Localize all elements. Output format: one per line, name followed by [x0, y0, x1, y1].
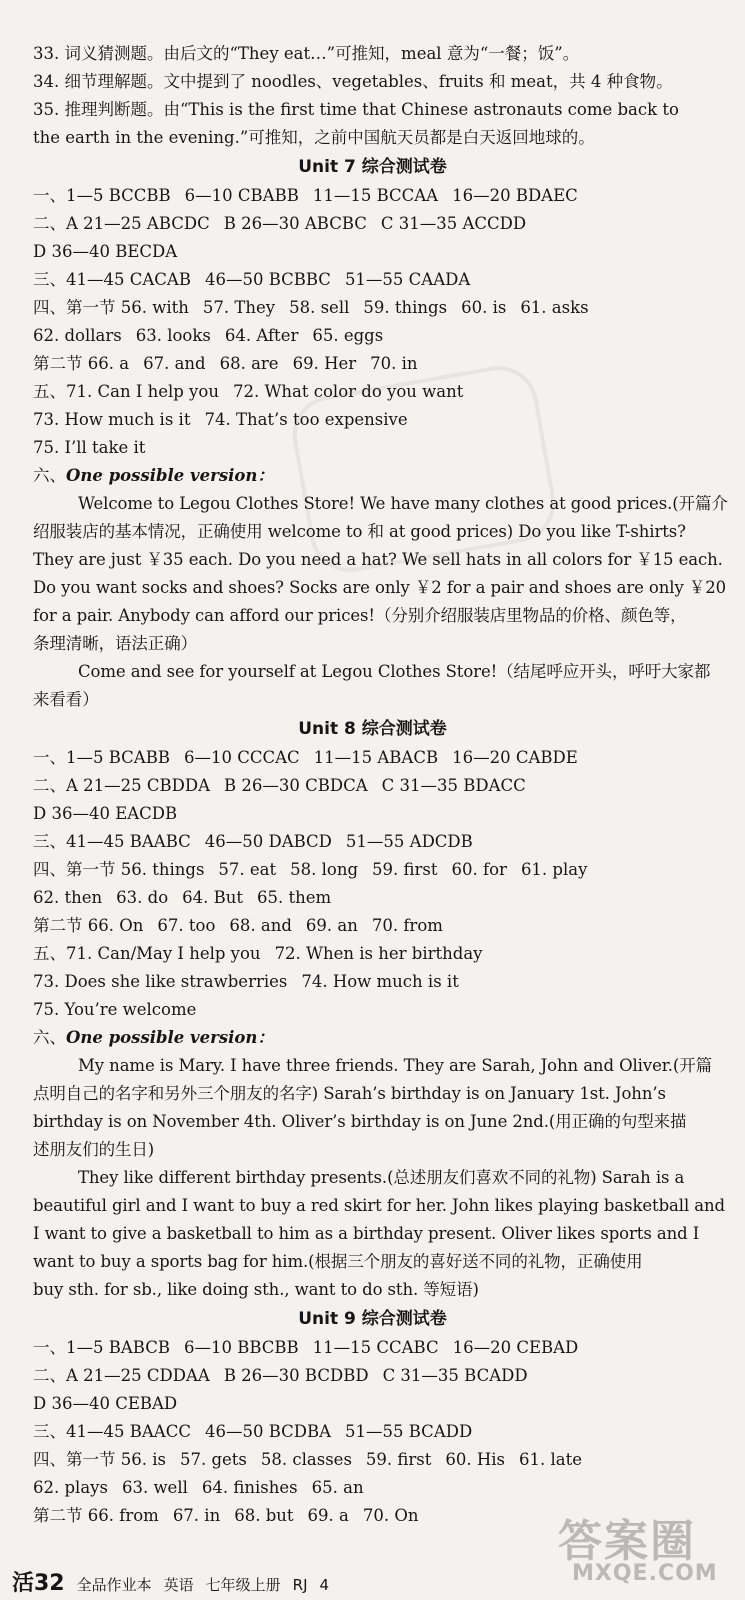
unit8-row-10: 75. You’re welcome	[33, 1000, 197, 1019]
unit7-row-6: 62. dollars 63. looks 64. After 65. eggs	[33, 326, 384, 345]
essay-line: beautiful girl and I want to buy a red skirt for her. John likes playing basketball and	[33, 1196, 726, 1215]
unit7-row-1: 一、1—5 BCCBB 6—10 CBABB 11—15 BCCAA 16—20 BDAEC	[33, 186, 578, 205]
unit9-title: Unit 9 综合测试卷	[298, 1309, 447, 1329]
item-35-cont: the earth in the evening.”可推知，之前中国航天员都是白天返回地球的。	[33, 128, 595, 147]
unit8-row-2: 二、A 21—25 CBDDA B 26—30 CBDCA C 31—35 BDACC	[33, 776, 526, 795]
essay-line: buy sth. for sb., like doing sth., want to do sth. 等短语)	[33, 1280, 479, 1299]
essay-line: I want to give a basketball to him as a birthday present. Oliver likes sports and I	[33, 1224, 700, 1243]
unit7-row-7: 第二节 66. a 67. and 68. are 69. Her 70. in	[33, 354, 418, 373]
unit7-row-2: 二、A 21—25 ABCDC B 26—30 ABCBC C 31—35 ACCDD	[33, 214, 527, 233]
unit7-title: Unit 7 综合测试卷	[298, 157, 447, 177]
item-35: 35. 推理判断题。由“This is the first time that Chinese astronauts come back to	[33, 100, 679, 119]
answer-site-stamp	[558, 1505, 738, 1595]
grade: 七年级上册	[205, 1576, 281, 1594]
unit7-row-8: 五、71. Can I help you 72. What color do you want	[33, 382, 464, 401]
essay-line: Welcome to Legou Clothes Store! We have many clothes at good prices.(开篇介	[78, 494, 728, 513]
essay-line: Come and see for yourself at Legou Clothes Store!（结尾呼应开头，呼吁大家都	[78, 662, 711, 681]
unit7-row-5: 四、第一节 56. with 57. They 58. sell 59. things 60. is 61. asks	[33, 298, 589, 317]
essay-line: want to buy a sports bag for him.(根据三个朋友的喜好送不同的礼物，正确使用	[33, 1252, 643, 1271]
essay-line: 来看看）	[33, 690, 99, 709]
unit8-row-3: D 36—40 EACDB	[33, 804, 178, 823]
essay-line: for a pair. Anybody can afford our prices!（分别介绍服装店里物品的价格、颜色等，	[33, 606, 687, 625]
unit9-row-7: 第二节 66. from 67. in 68. but 69. a 70. On	[33, 1506, 419, 1525]
unit8-row-9: 73. Does she like strawberries 74. How much is it	[33, 972, 459, 991]
unit7-version-label: 六、One possible version：	[33, 466, 274, 485]
stamp-main-text: 答案圈	[558, 1516, 696, 1567]
edition: RJ	[292, 1576, 308, 1594]
essay-line: 点明自己的名字和另外三个朋友的名字) Sarah’s birthday is on January 1st. John’s	[33, 1084, 666, 1103]
unit8-row-8: 五、71. Can/May I help you 72. When is her birthday	[33, 944, 483, 963]
unit8-row-6: 62. then 63. do 64. But 65. them	[33, 888, 332, 907]
unit7-row-10: 75. I’ll take it	[33, 438, 146, 457]
item-34: 34. 细节理解题。文中提到了 noodles、vegetables、fruits 和 meat，共 4 种食物。	[33, 72, 673, 91]
essay-line: My name is Mary. I have three friends. They are Sarah, John and Oliver.(开篇	[78, 1056, 712, 1075]
footer-number: 4	[319, 1576, 330, 1594]
unit8-row-7: 第二节 66. On 67. too 68. and 69. an 70. from	[33, 916, 443, 935]
unit7-row-9: 73. How much is it 74. That’s too expensive	[33, 410, 408, 429]
essay-line: They are just ￥35 each. Do you need a hat? We sell hats in all colors for ￥15 each.	[33, 550, 723, 569]
unit7-row-4: 三、41—45 CACAB 46—50 BCBBC 51—55 CAADA	[33, 270, 471, 289]
unit8-row-4: 三、41—45 BAABC 46—50 DABCD 51—55 ADCDB	[33, 832, 473, 851]
essay-line: 述朋友们的生日)	[33, 1140, 155, 1159]
unit9-row-5: 四、第一节 56. is 57. gets 58. classes 59. first 60. His 61. late	[33, 1450, 583, 1469]
page-footer	[12, 1566, 341, 1597]
unit8-row-5: 四、第一节 56. things 57. eat 58. long 59. first 60. for 61. play	[33, 860, 588, 879]
essay-line: They like different birthday presents.(总述朋友们喜欢不同的礼物) Sarah is a	[78, 1168, 685, 1187]
unit9-row-4: 三、41—45 BAACC 46—50 BCDBA 51—55 BCADD	[33, 1422, 473, 1441]
unit8-version-label: 六、One possible version：	[33, 1028, 274, 1047]
unit9-row-6: 62. plays 63. well 64. finishes 65. an	[33, 1478, 364, 1497]
unit9-row-3: D 36—40 CEBAD	[33, 1394, 178, 1413]
essay-line: birthday is on November 4th. Oliver’s birthday is on June 2nd.(用正确的句型来描	[33, 1112, 687, 1131]
page-number: 活32	[12, 1571, 65, 1596]
stamp-url-text: MXQE.COM	[572, 1561, 718, 1586]
book-title: 全品作业本	[76, 1576, 152, 1594]
subject: 英语	[163, 1576, 194, 1594]
unit8-row-1: 一、1—5 BCABB 6—10 CCCAC 11—15 ABACB 16—20 CABDE	[33, 748, 578, 767]
unit9-row-2: 二、A 21—25 CDDAA B 26—30 BCDBD C 31—35 BCADD	[33, 1366, 528, 1385]
unit7-row-3: D 36—40 BECDA	[33, 242, 178, 261]
essay-line: Do you want socks and shoes? Socks are only ￥2 for a pair and shoes are only ￥20	[33, 578, 727, 597]
essay-line: 条理清晰，语法正确）	[33, 634, 198, 653]
essay-line: 绍服装店的基本情况，正确使用 welcome to 和 at good prices) Do you like T-shirts?	[33, 522, 686, 541]
unit8-title: Unit 8 综合测试卷	[298, 719, 447, 739]
item-33: 33. 词义猜测题。由后文的“They eat…”可推知，meal 意为“一餐；饭”。	[33, 44, 580, 63]
unit9-row-1: 一、1—5 BABCB 6—10 BBCBB 11—15 CCABC 16—20 CEBAD	[33, 1338, 579, 1357]
